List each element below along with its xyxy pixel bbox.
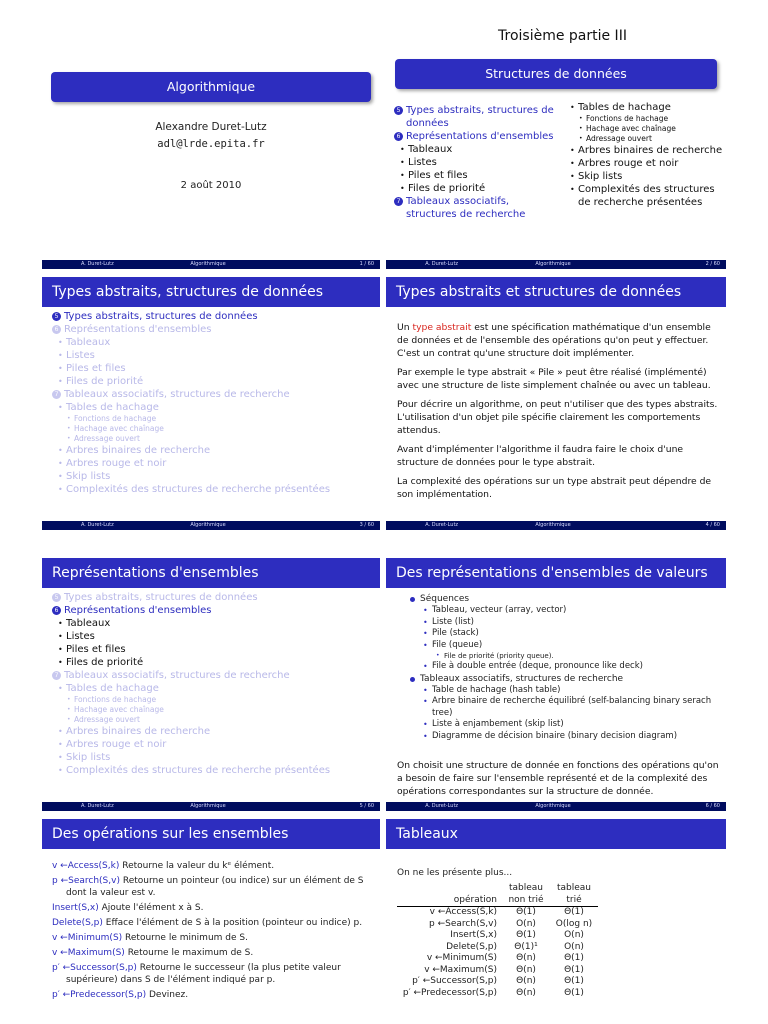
- footer-author: A. Duret-Lutz: [425, 803, 459, 809]
- slide-5: [42, 558, 380, 811]
- operation-item: [52, 917, 372, 929]
- toc-label: Hachage avec chaînage: [74, 705, 164, 714]
- toc-label: Complexités des structures de recherche présentées: [66, 484, 331, 495]
- slide-footer: [42, 802, 380, 811]
- toc-label: Représentations d'ensembles: [64, 605, 212, 616]
- operation-signature: p′ ←Successor(S,p): [52, 963, 137, 973]
- toc-section-types-abstraits-structures-de-donnees: [52, 310, 372, 323]
- list-item: • Liste (list): [406, 617, 721, 629]
- table-cell: Θ(n): [516, 976, 536, 986]
- slide-footer: [386, 521, 726, 530]
- toc-label: Files de priorité: [66, 376, 144, 387]
- table-cell: Θ(n): [516, 987, 536, 998]
- table-cell: Θ(1): [564, 976, 584, 986]
- toc-label: Skip lists: [66, 471, 111, 482]
- toc-label: Complexités des structures de recherche présentées: [66, 765, 331, 776]
- toc-label: Piles et files: [66, 363, 126, 374]
- toc-label: Tables de hachage: [66, 683, 159, 694]
- toc-section-representations-d-ensembles: [394, 130, 554, 143]
- table-header-row: [397, 883, 598, 907]
- toc-item-fonctions-de-hachage: [52, 414, 372, 424]
- table-cell: Θ(1): [564, 987, 584, 998]
- table-row: [397, 976, 598, 988]
- slide-3: [42, 277, 380, 530]
- table-cell: p′ ←Successor(S,p): [412, 976, 497, 986]
- slide-4-title: Types abstraits et structures de données: [386, 277, 726, 307]
- table-cell: Θ(1): [564, 964, 584, 975]
- paragraph-implementation: Avant d'implémenter l'algorithme il faudra faire le choix d'une structure de données pour le type abstrait.: [397, 444, 684, 468]
- slide-6-closing: On choisit une structure de donnée en fonctions des opérations qu'on a besoin de faire sur l'ensemble représenté et de la complexité des opérations correspondantes sur la structure de donnée.: [397, 760, 719, 797]
- table-cell: v ←Minimum(S): [426, 953, 497, 963]
- toc-item-adressage-ouvert: [52, 434, 372, 444]
- toc-section-representations-d-ensembles: [52, 604, 372, 617]
- operation-description: Retourne le maximum de S.: [127, 948, 254, 958]
- abstract-type-definition: [397, 321, 719, 360]
- toc-item-listes: [394, 156, 554, 169]
- table-cell: Θ(1)¹: [514, 941, 538, 952]
- operation-signature: p ←Search(S,v): [52, 876, 120, 886]
- operations-list: [52, 860, 372, 1004]
- footer-page: 2 / 60: [705, 261, 720, 267]
- list-item: • Pile (stack): [406, 628, 721, 640]
- table-cell: Θ(1): [564, 907, 584, 917]
- highlighted-term: type abstrait: [412, 322, 472, 333]
- slide-footer: [42, 260, 380, 269]
- table-cell: Θ(1): [564, 953, 584, 963]
- table-row: [397, 953, 598, 965]
- section-number-badge: 6: [52, 606, 61, 615]
- table-row: [397, 930, 598, 942]
- complexity-table: [397, 883, 598, 999]
- toc-item-arbres-binaires-de-recherche: [564, 144, 724, 157]
- toc-label: Listes: [66, 350, 95, 361]
- toc-item-complexites-des-structures-de-recherche-presentees: [52, 764, 372, 777]
- footer-title: Algorithmique: [535, 522, 571, 528]
- toc-section-representations-d-ensembles: [52, 323, 372, 336]
- toc-label: Tables de hachage: [66, 402, 159, 413]
- toc-label: Tableaux: [66, 337, 111, 348]
- toc-item-piles-et-files: [394, 169, 554, 182]
- toc-item-tableaux: [52, 336, 372, 349]
- column-header: opération: [397, 883, 502, 907]
- toc-label: Listes: [66, 631, 95, 642]
- toc-item-hachage-avec-chainage: [564, 124, 724, 134]
- table-cell: Θ(1): [516, 907, 536, 917]
- footer-author: A. Duret-Lutz: [80, 803, 114, 809]
- toc-label: Fonctions de hachage: [74, 414, 157, 423]
- table-cell: O(n): [564, 941, 584, 952]
- toc-item-listes: [52, 349, 372, 362]
- slide-5-title: Représentations d'ensembles: [42, 558, 380, 588]
- toc-label: Adressage ouvert: [586, 134, 652, 143]
- operation-description: Retourne la valeur du kᵉ élément.: [122, 861, 275, 871]
- toc-section-tableaux-associatifs-structures-de-recherche: [394, 195, 554, 221]
- slide-2-title: Structures de données: [395, 59, 717, 89]
- toc-section-tableaux-associatifs-structures-de-recherche: [52, 669, 372, 682]
- list-item: • Liste à enjambement (skip list): [406, 719, 721, 731]
- table-row: [397, 988, 598, 1000]
- operation-item: [52, 947, 372, 959]
- slide-footer: [386, 802, 726, 811]
- table-cell: O(n): [564, 930, 584, 940]
- slide-4-body: [397, 321, 719, 507]
- slide-3-title: Types abstraits, structures de données: [42, 277, 380, 307]
- slide-6-list: [406, 593, 721, 742]
- operation-description: Devinez.: [148, 990, 189, 1000]
- list-item: • Table de hachage (hash table): [406, 685, 721, 697]
- toc-item-arbres-rouge-et-noir: [52, 738, 372, 751]
- footer-author: A. Duret-Lutz: [80, 522, 114, 528]
- toc-item-complexites-des-structures-de-recherche-presentees: [52, 483, 372, 496]
- toc-item-listes: [52, 630, 372, 643]
- operation-signature: Delete(S,p): [52, 918, 103, 928]
- column-header: tableau non trié: [502, 883, 550, 907]
- table-cell: Θ(1): [516, 930, 536, 940]
- paragraph-example: Par exemple le type abstrait « Pile » peut être réalisé (implémenté) avec une structure de liste simplement chaînée ou avec un tableau.: [397, 367, 711, 391]
- table-row: [397, 919, 598, 931]
- section-number-badge: 7: [394, 197, 403, 206]
- footer-title: Algorithmique: [190, 261, 226, 267]
- toc-item-skip-lists: [564, 170, 724, 183]
- slide-8-intro: On ne les présente plus...: [397, 868, 513, 878]
- operation-signature: v ←Access(S,k): [52, 861, 120, 871]
- toc-section-tableaux-associatifs-structures-de-recherche: [52, 388, 372, 401]
- toc-label: Tableaux associatifs, structures de recherche: [64, 670, 290, 681]
- table-cell: O(log n): [555, 918, 593, 929]
- paragraph-description: Pour décrire un algorithme, on peut n'utiliser que des types abstraits. L'utilisation d'un objet pile spécifie clairement les comportements attendus.: [397, 399, 718, 436]
- operation-item: [52, 902, 372, 914]
- toc-label: Arbres binaires de recherche: [66, 726, 211, 737]
- column-header: tableau trié: [550, 883, 598, 907]
- slide-6-title: Des représentations d'ensembles de valeurs: [386, 558, 726, 588]
- toc-item-arbres-rouge-et-noir: [52, 457, 372, 470]
- toc-item-complexites-des-structures-de-recherche-presentees: [564, 183, 724, 209]
- toc-label: Files de priorité: [408, 183, 486, 194]
- section-number-badge: 6: [52, 325, 61, 334]
- toc-item-files-de-priorite: [394, 182, 554, 195]
- operation-signature: v ←Maximum(S): [52, 948, 125, 958]
- operation-description: Retourne le successeur (la plus petite valeur supérieure) dans S de l'élément indiqué par p.: [66, 963, 341, 985]
- table-cell: Insert(S,x): [450, 930, 497, 940]
- definition-text: est une spécification mathématique d'un ensemble de données et de l'ensemble des opérations qu'on peut y effectuer. C'est un contrat qu'une structure doit implémenter.: [397, 322, 711, 359]
- operation-signature: p′ ←Predecessor(S,p): [52, 990, 147, 1000]
- toc-label: Arbres rouge et noir: [66, 739, 167, 750]
- toc-item-tableaux: [394, 143, 554, 156]
- table-cell: O(n): [516, 918, 536, 929]
- slide-2-toc-right: [564, 101, 724, 209]
- table-row: [397, 907, 598, 919]
- operation-description: Retourne le minimum de S.: [125, 933, 248, 943]
- slide-4: [386, 277, 726, 530]
- table-row: [397, 965, 598, 977]
- section-number-badge: 5: [52, 312, 61, 321]
- slide-date: 2 août 2010: [180, 180, 242, 191]
- toc-label: Tableaux: [408, 144, 453, 155]
- toc-item-hachage-avec-chainage: [52, 424, 372, 434]
- footer-page: 3 / 60: [359, 522, 375, 528]
- toc-label: Types abstraits, structures de données: [64, 592, 258, 603]
- toc-label: Fonctions de hachage: [74, 695, 157, 704]
- slide-2-toc-left: [394, 104, 554, 221]
- slide-footer: [42, 521, 380, 530]
- toc-item-hachage-avec-chainage: [52, 705, 372, 715]
- toc-label: Skip lists: [578, 171, 623, 182]
- operation-description: Ajoute l'élément x à S.: [101, 903, 204, 913]
- slide-1-title: Algorithmique: [51, 72, 371, 102]
- toc-section-types-abstraits-structures-de-donnees: [394, 104, 554, 130]
- paragraph-complexity: La complexité des opérations sur un type abstrait peut dépendre de son implémentation.: [397, 476, 712, 500]
- toc-item-files-de-priorite: [52, 375, 372, 388]
- operation-signature: Insert(S,x): [52, 903, 99, 913]
- section-number-badge: 7: [52, 671, 61, 680]
- footer-title: Algorithmique: [190, 522, 226, 528]
- section-number-badge: 6: [394, 132, 403, 141]
- list-item: • Tableau, vecteur (array, vector): [406, 605, 721, 617]
- definition-lead: Un: [397, 322, 413, 333]
- toc-label: Piles et files: [66, 644, 126, 655]
- operation-description: Efface l'élément de S à la position (pointeur ou indice) p.: [105, 918, 363, 928]
- section-number-badge: 7: [52, 390, 61, 399]
- footer-page: 1 / 60: [359, 261, 375, 267]
- toc-label: Complexités des structures de recherche présentées: [578, 184, 715, 208]
- toc-label: Piles et files: [408, 170, 468, 181]
- part-header: Troisième partie III: [498, 28, 627, 44]
- footer-author: A. Duret-Lutz: [425, 522, 459, 528]
- toc-label: Adressage ouvert: [74, 434, 140, 443]
- toc-label: Tableaux associatifs, structures de recherche: [406, 196, 526, 220]
- footer-author: A. Duret-Lutz: [80, 261, 114, 267]
- table-cell: Delete(S,p): [446, 941, 497, 952]
- toc-label: Représentations d'ensembles: [64, 324, 212, 335]
- toc-label: Arbres binaires de recherche: [66, 445, 211, 456]
- list-item: Tableaux associatifs, structures de recherche: [406, 673, 721, 685]
- toc-label: Fonctions de hachage: [586, 114, 669, 123]
- toc-label: Adressage ouvert: [74, 715, 140, 724]
- toc-item-tableaux: [52, 617, 372, 630]
- slide-footer: [386, 260, 726, 269]
- toc-item-tables-de-hachage: [52, 682, 372, 695]
- toc-item-tables-de-hachage: [52, 401, 372, 414]
- footer-title: Algorithmique: [190, 803, 226, 809]
- operation-item: [52, 860, 372, 872]
- toc-item-fonctions-de-hachage: [564, 114, 724, 124]
- operation-item: [52, 932, 372, 944]
- operation-item: [52, 875, 372, 899]
- toc-label: Tableaux: [66, 618, 111, 629]
- toc-item-piles-et-files: [52, 643, 372, 656]
- toc-item-piles-et-files: [52, 362, 372, 375]
- section-number-badge: 5: [52, 593, 61, 602]
- footer-title: Algorithmique: [535, 803, 571, 809]
- footer-title: Algorithmique: [535, 261, 571, 267]
- table-cell: v ←Maximum(S): [424, 964, 497, 975]
- table-cell: Θ(n): [516, 953, 536, 963]
- toc-item-files-de-priorite: [52, 656, 372, 669]
- toc-label: Arbres rouge et noir: [66, 458, 167, 469]
- toc-label: Hachage avec chaînage: [586, 124, 676, 133]
- toc-label: Skip lists: [66, 752, 111, 763]
- list-item: Séquences: [406, 593, 721, 605]
- toc-label: Arbres rouge et noir: [578, 158, 679, 169]
- list-item: • Arbre binaire de recherche équilibré (self-balancing binary serach tree): [406, 696, 721, 719]
- list-item: • Diagramme de décision binaire (binary decision diagram): [406, 731, 721, 743]
- toc-item-fonctions-de-hachage: [52, 695, 372, 705]
- toc-section-types-abstraits-structures-de-donnees: [52, 591, 372, 604]
- slide-2: [386, 48, 726, 269]
- toc-label: Listes: [408, 157, 437, 168]
- toc-label: Files de priorité: [66, 657, 144, 668]
- footer-page: 5 / 60: [359, 803, 375, 809]
- slide-6: [386, 558, 726, 811]
- table-cell: p ←Search(S,v): [429, 918, 497, 929]
- list-item: • File de priorité (priority queue).: [406, 651, 721, 661]
- operation-item: [52, 989, 372, 1001]
- table-row: [397, 942, 598, 954]
- table-cell: v ←Access(S,k): [429, 907, 497, 917]
- list-item: • File à double entrée (deque, pronounce like deck): [406, 661, 721, 673]
- footer-page: 6 / 60: [705, 803, 720, 809]
- section-number-badge: 5: [394, 106, 403, 115]
- toc-item-arbres-rouge-et-noir: [564, 157, 724, 170]
- toc-label: Hachage avec chaînage: [74, 424, 164, 433]
- toc-label: Types abstraits, structures de données: [64, 311, 258, 322]
- operation-item: [52, 962, 372, 986]
- toc-item-adressage-ouvert: [564, 134, 724, 144]
- slide-7: [42, 819, 380, 1024]
- toc-item-adressage-ouvert: [52, 715, 372, 725]
- toc-label: Représentations d'ensembles: [406, 131, 554, 142]
- toc-label: Tableaux associatifs, structures de recherche: [64, 389, 290, 400]
- list-item: • File (queue): [406, 640, 721, 652]
- footer-page: 4 / 60: [705, 522, 720, 528]
- slide-8: [386, 819, 726, 1024]
- slide-5-toc: [52, 591, 372, 777]
- table-cell: p′ ←Predecessor(S,p): [402, 987, 497, 998]
- slide-3-toc: [52, 310, 372, 496]
- toc-item-skip-lists: [52, 751, 372, 764]
- slide-1: [42, 60, 380, 269]
- toc-item-arbres-binaires-de-recherche: [52, 444, 372, 457]
- toc-item-arbres-binaires-de-recherche: [52, 725, 372, 738]
- author-email: adl@lrde.epita.fr: [157, 138, 265, 150]
- toc-item-tables-de-hachage: [564, 101, 724, 114]
- operation-signature: v ←Minimum(S): [52, 933, 123, 943]
- footer-author: A. Duret-Lutz: [425, 261, 459, 267]
- toc-label: Types abstraits, structures de données: [406, 105, 554, 129]
- slide-7-title: Des opérations sur les ensembles: [42, 819, 380, 849]
- operation-description: Retourne un pointeur (ou indice) sur un élément de S dont la valeur est v.: [66, 876, 364, 898]
- slide-8-title: Tableaux: [386, 819, 726, 849]
- toc-item-skip-lists: [52, 470, 372, 483]
- toc-label: Arbres binaires de recherche: [578, 145, 723, 156]
- table-cell: Θ(n): [516, 964, 536, 975]
- author-name: Alexandre Duret-Lutz: [155, 121, 267, 133]
- toc-label: Tables de hachage: [578, 102, 671, 113]
